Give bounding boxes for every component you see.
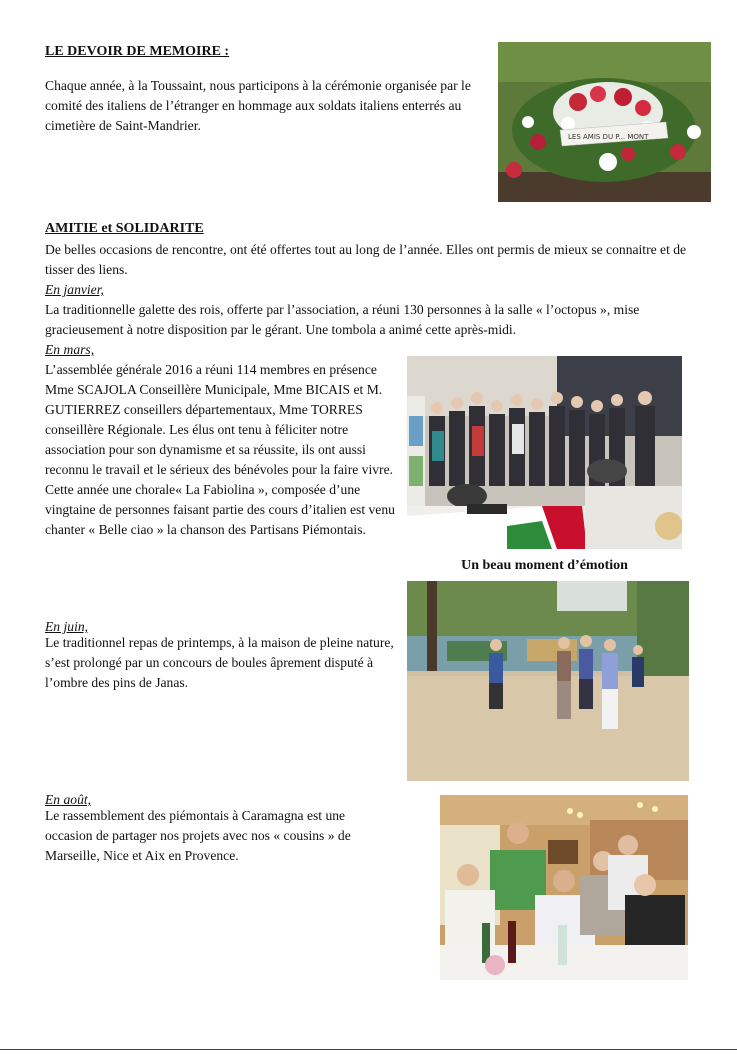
caramagna-photo: [440, 795, 688, 980]
janvier-text: La traditionnelle galette des rois, offerte par l’association, a réuni 130 personnes à la salle « l’octopus », mise gracieusement à notre disposition par le gérant. Une tombola a animé cette après-midi.: [45, 302, 640, 337]
wreath-photo: [498, 42, 711, 202]
juin-heading: En juin,: [45, 619, 89, 634]
wreath-ribbon-text: LES AMIS DU P... MONT: [568, 133, 649, 141]
mars-text: L’assemblée générale 2016 a réuni 114 membres en présence Mme SCAJOLA Conseillère Municipale, Mme BICAIS et M. GUTIERREZ conseillers départementaux, Mme TORRES conseillère Régionale. Les élus ont tenu à féliciter notre association pour son dynamisme et sa réussite, ils ont aussi reconnu le travail et le sérieux des bénévoles pour la faire vivre. Cette année une chorale« La Fabiolina », composée d’une vingtaine de personnes faisant partie des cours d’italien est venu chanter « Belle ciao » la chanson des Partisans Piémontais.: [45, 362, 395, 537]
mars-heading: En mars,: [45, 342, 95, 357]
amitie-title: AMITIE et SOLIDARITE: [45, 221, 204, 236]
devoir-title: LE DEVOIR DE MEMOIRE :: [45, 44, 230, 59]
juin-text: Le traditionnel repas de printemps, à la maison de pleine nature, s’est prolongé par un concours de boules âprement disputé à l’ombre des pins de Janas.: [45, 635, 394, 690]
aout-text: Le rassemblement des piémontais à Caramagna est une occasion de partager nos projets avec nos « cousins » de Marseille, Nice et Aix en Provence.: [45, 808, 351, 863]
amitie-intro: De belles occasions de rencontre, ont été offertes tout au long de l’année. Elles ont permis de mieux se connaitre et de tisser des liens.: [45, 242, 687, 277]
janvier-heading: En janvier,: [45, 282, 104, 297]
mars-caption: Un beau moment d’émotion: [461, 558, 628, 573]
aout-heading: En août,: [45, 792, 92, 807]
boules-photo: [407, 581, 689, 781]
assembly-photo: [407, 356, 682, 549]
page-bottom-rule: [0, 1049, 737, 1050]
devoir-text: Chaque année, à la Toussaint, nous participons à la cérémonie organisée par le comité des italiens de l’étranger en hommage aux soldats italiens enterrés au cimetière de Saint-Mandrier.: [45, 78, 471, 133]
